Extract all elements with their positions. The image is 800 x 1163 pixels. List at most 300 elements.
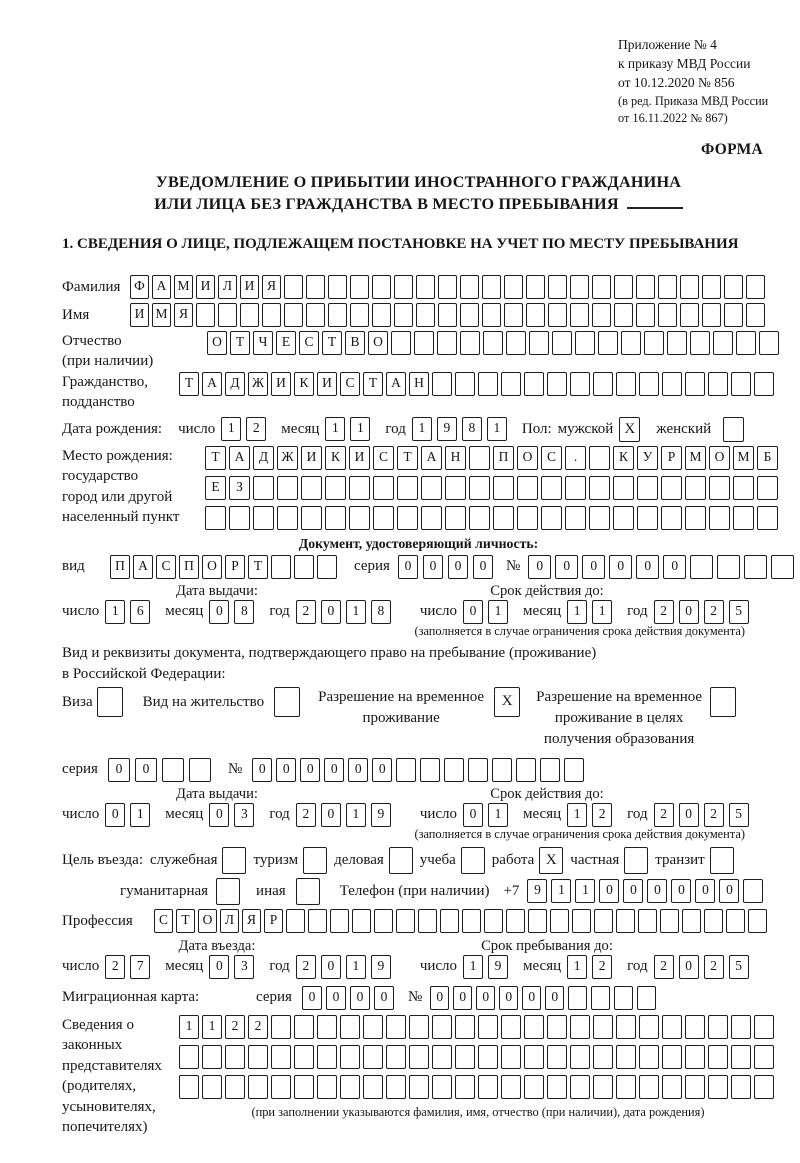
char-cell[interactable]: А xyxy=(202,372,222,396)
char-cell[interactable] xyxy=(277,506,298,530)
char-cell[interactable]: 2 xyxy=(592,955,612,979)
char-cell[interactable]: Д xyxy=(225,372,245,396)
char-cell[interactable] xyxy=(639,1075,659,1099)
char-cell[interactable]: 0 xyxy=(671,879,691,903)
char-cell[interactable] xyxy=(658,275,677,299)
char-cell[interactable] xyxy=(593,372,613,396)
char-cell[interactable] xyxy=(301,506,322,530)
char-cell[interactable]: 0 xyxy=(463,600,483,624)
char-cell[interactable]: 1 xyxy=(130,803,150,827)
char-cell[interactable] xyxy=(771,555,794,579)
char-cell[interactable]: 0 xyxy=(609,555,632,579)
char-cell[interactable]: О xyxy=(207,331,227,355)
char-cell[interactable] xyxy=(736,331,756,355)
char-cell[interactable]: Т xyxy=(230,331,250,355)
char-cell[interactable] xyxy=(386,1045,406,1069)
char-cell[interactable]: 1 xyxy=(325,417,345,441)
char-cell[interactable]: 1 xyxy=(346,600,366,624)
char-cell[interactable]: М xyxy=(152,303,171,327)
char-cell[interactable] xyxy=(589,506,610,530)
char-cell[interactable]: 2 xyxy=(248,1015,268,1039)
char-cell[interactable]: Т xyxy=(397,446,418,470)
char-cell[interactable]: 9 xyxy=(371,803,391,827)
char-cell[interactable] xyxy=(478,372,498,396)
char-cell[interactable] xyxy=(639,1015,659,1039)
char-cell[interactable]: 0 xyxy=(453,986,472,1010)
char-cell[interactable] xyxy=(340,1045,360,1069)
char-cell[interactable]: . xyxy=(565,446,586,470)
char-cell[interactable] xyxy=(196,303,215,327)
char-cell[interactable] xyxy=(593,1015,613,1039)
char-cell[interactable]: 1 xyxy=(350,417,370,441)
purpose-study-checkbox[interactable] xyxy=(461,847,485,874)
char-cell[interactable] xyxy=(704,909,723,933)
char-cell[interactable] xyxy=(743,879,763,903)
char-cell[interactable] xyxy=(277,476,298,500)
char-cell[interactable] xyxy=(469,446,490,470)
char-cell[interactable] xyxy=(724,275,743,299)
char-cell[interactable] xyxy=(614,303,633,327)
char-cell[interactable] xyxy=(593,1045,613,1069)
char-cell[interactable] xyxy=(409,1015,429,1039)
char-cell[interactable] xyxy=(598,331,618,355)
char-cell[interactable]: А xyxy=(152,275,171,299)
char-cell[interactable] xyxy=(229,506,250,530)
char-cell[interactable] xyxy=(396,909,415,933)
char-cell[interactable]: О xyxy=(709,446,730,470)
char-cell[interactable]: 0 xyxy=(209,600,229,624)
char-cell[interactable] xyxy=(731,1045,751,1069)
char-cell[interactable] xyxy=(731,1015,751,1039)
char-cell[interactable] xyxy=(396,758,416,782)
char-cell[interactable] xyxy=(550,909,569,933)
char-cell[interactable] xyxy=(636,275,655,299)
char-cell[interactable]: И xyxy=(317,372,337,396)
char-cell[interactable] xyxy=(746,303,765,327)
char-cell[interactable] xyxy=(501,372,521,396)
char-cell[interactable]: 2 xyxy=(654,803,674,827)
char-cell[interactable]: 2 xyxy=(654,955,674,979)
residence-permit-checkbox[interactable] xyxy=(274,687,300,717)
char-cell[interactable] xyxy=(636,303,655,327)
char-cell[interactable] xyxy=(637,986,656,1010)
char-cell[interactable] xyxy=(373,506,394,530)
char-cell[interactable] xyxy=(372,303,391,327)
char-cell[interactable] xyxy=(744,555,767,579)
char-cell[interactable]: 0 xyxy=(623,879,643,903)
char-cell[interactable] xyxy=(416,303,435,327)
char-cell[interactable]: 5 xyxy=(729,600,749,624)
char-cell[interactable] xyxy=(432,1075,452,1099)
char-cell[interactable] xyxy=(506,909,525,933)
char-cell[interactable] xyxy=(548,303,567,327)
char-cell[interactable] xyxy=(248,1045,268,1069)
char-cell[interactable]: 0 xyxy=(599,879,619,903)
char-cell[interactable] xyxy=(218,303,237,327)
char-cell[interactable] xyxy=(493,476,514,500)
char-cell[interactable] xyxy=(317,1045,337,1069)
char-cell[interactable] xyxy=(661,476,682,500)
char-cell[interactable] xyxy=(248,1075,268,1099)
char-cell[interactable] xyxy=(271,1015,291,1039)
char-cell[interactable] xyxy=(541,506,562,530)
char-cell[interactable]: М xyxy=(733,446,754,470)
char-cell[interactable]: 0 xyxy=(374,986,394,1010)
char-cell[interactable] xyxy=(685,1015,705,1039)
char-cell[interactable] xyxy=(680,303,699,327)
char-cell[interactable] xyxy=(565,476,586,500)
char-cell[interactable] xyxy=(680,275,699,299)
char-cell[interactable]: Д xyxy=(253,446,274,470)
char-cell[interactable]: 0 xyxy=(679,600,699,624)
char-cell[interactable]: И xyxy=(196,275,215,299)
char-cell[interactable] xyxy=(516,758,536,782)
char-cell[interactable] xyxy=(565,506,586,530)
char-cell[interactable] xyxy=(202,1075,222,1099)
char-cell[interactable] xyxy=(271,555,291,579)
char-cell[interactable] xyxy=(482,303,501,327)
char-cell[interactable] xyxy=(284,275,303,299)
char-cell[interactable] xyxy=(418,909,437,933)
char-cell[interactable]: С xyxy=(373,446,394,470)
char-cell[interactable]: 0 xyxy=(209,803,229,827)
char-cell[interactable]: Т xyxy=(363,372,383,396)
char-cell[interactable]: 0 xyxy=(522,986,541,1010)
char-cell[interactable] xyxy=(350,275,369,299)
char-cell[interactable]: 2 xyxy=(296,600,316,624)
char-cell[interactable] xyxy=(421,476,442,500)
char-cell[interactable] xyxy=(349,476,370,500)
char-cell[interactable] xyxy=(325,506,346,530)
char-cell[interactable] xyxy=(726,909,745,933)
char-cell[interactable] xyxy=(483,331,503,355)
char-cell[interactable] xyxy=(294,1015,314,1039)
char-cell[interactable]: 1 xyxy=(487,417,507,441)
char-cell[interactable] xyxy=(731,372,751,396)
char-cell[interactable]: Н xyxy=(409,372,429,396)
char-cell[interactable] xyxy=(373,476,394,500)
char-cell[interactable] xyxy=(589,476,610,500)
char-cell[interactable] xyxy=(690,555,713,579)
char-cell[interactable]: С xyxy=(299,331,319,355)
char-cell[interactable]: А xyxy=(386,372,406,396)
char-cell[interactable] xyxy=(690,331,710,355)
char-cell[interactable]: Р xyxy=(661,446,682,470)
char-cell[interactable]: 2 xyxy=(592,803,612,827)
char-cell[interactable] xyxy=(438,275,457,299)
char-cell[interactable]: 1 xyxy=(567,600,587,624)
char-cell[interactable] xyxy=(501,1045,521,1069)
char-cell[interactable]: О xyxy=(368,331,388,355)
char-cell[interactable] xyxy=(271,1075,291,1099)
char-cell[interactable] xyxy=(179,1045,199,1069)
char-cell[interactable] xyxy=(708,1045,728,1069)
char-cell[interactable] xyxy=(594,909,613,933)
char-cell[interactable] xyxy=(685,506,706,530)
char-cell[interactable] xyxy=(478,1015,498,1039)
char-cell[interactable]: 9 xyxy=(437,417,457,441)
char-cell[interactable]: А xyxy=(229,446,250,470)
char-cell[interactable] xyxy=(286,909,305,933)
char-cell[interactable] xyxy=(667,331,687,355)
char-cell[interactable] xyxy=(616,1015,636,1039)
char-cell[interactable] xyxy=(397,506,418,530)
char-cell[interactable]: К xyxy=(325,446,346,470)
char-cell[interactable]: 8 xyxy=(371,600,391,624)
char-cell[interactable] xyxy=(524,1015,544,1039)
char-cell[interactable] xyxy=(717,555,740,579)
char-cell[interactable]: 9 xyxy=(371,955,391,979)
char-cell[interactable] xyxy=(391,331,411,355)
char-cell[interactable]: Я xyxy=(262,275,281,299)
char-cell[interactable]: 0 xyxy=(321,600,341,624)
char-cell[interactable]: П xyxy=(493,446,514,470)
char-cell[interactable]: 3 xyxy=(234,803,254,827)
sex-male-checkbox[interactable]: X xyxy=(619,417,640,442)
char-cell[interactable]: 9 xyxy=(527,879,547,903)
char-cell[interactable] xyxy=(328,303,347,327)
char-cell[interactable] xyxy=(662,1075,682,1099)
char-cell[interactable] xyxy=(306,275,325,299)
char-cell[interactable]: Т xyxy=(248,555,268,579)
char-cell[interactable] xyxy=(478,1045,498,1069)
char-cell[interactable] xyxy=(416,275,435,299)
char-cell[interactable] xyxy=(685,1075,705,1099)
char-cell[interactable] xyxy=(306,303,325,327)
char-cell[interactable]: 2 xyxy=(246,417,266,441)
char-cell[interactable] xyxy=(621,331,641,355)
char-cell[interactable] xyxy=(460,275,479,299)
char-cell[interactable] xyxy=(350,303,369,327)
char-cell[interactable]: Е xyxy=(276,331,296,355)
char-cell[interactable]: 0 xyxy=(430,986,449,1010)
char-cell[interactable] xyxy=(658,303,677,327)
char-cell[interactable] xyxy=(504,275,523,299)
char-cell[interactable] xyxy=(639,1045,659,1069)
char-cell[interactable] xyxy=(713,331,733,355)
char-cell[interactable]: 3 xyxy=(234,955,254,979)
char-cell[interactable]: Н xyxy=(445,446,466,470)
char-cell[interactable]: 0 xyxy=(663,555,686,579)
purpose-transit-checkbox[interactable] xyxy=(710,847,734,874)
char-cell[interactable]: З xyxy=(229,476,250,500)
char-cell[interactable]: 0 xyxy=(108,758,130,782)
char-cell[interactable]: 0 xyxy=(398,555,418,579)
purpose-other-checkbox[interactable] xyxy=(296,878,320,905)
char-cell[interactable] xyxy=(432,372,452,396)
char-cell[interactable] xyxy=(702,303,721,327)
char-cell[interactable] xyxy=(724,303,743,327)
char-cell[interactable] xyxy=(469,506,490,530)
char-cell[interactable]: 2 xyxy=(225,1015,245,1039)
char-cell[interactable] xyxy=(570,275,589,299)
char-cell[interactable] xyxy=(328,275,347,299)
char-cell[interactable] xyxy=(386,1075,406,1099)
char-cell[interactable]: П xyxy=(179,555,199,579)
char-cell[interactable] xyxy=(570,303,589,327)
char-cell[interactable] xyxy=(349,506,370,530)
char-cell[interactable] xyxy=(709,506,730,530)
char-cell[interactable]: И xyxy=(301,446,322,470)
char-cell[interactable]: 7 xyxy=(130,955,150,979)
char-cell[interactable] xyxy=(421,506,442,530)
char-cell[interactable] xyxy=(271,1045,291,1069)
char-cell[interactable] xyxy=(637,476,658,500)
char-cell[interactable] xyxy=(589,446,610,470)
char-cell[interactable] xyxy=(547,1015,567,1039)
char-cell[interactable]: 0 xyxy=(276,758,296,782)
char-cell[interactable] xyxy=(529,331,549,355)
char-cell[interactable]: 0 xyxy=(300,758,320,782)
char-cell[interactable]: 0 xyxy=(350,986,370,1010)
char-cell[interactable]: А xyxy=(421,446,442,470)
char-cell[interactable]: 6 xyxy=(130,600,150,624)
char-cell[interactable] xyxy=(301,476,322,500)
char-cell[interactable]: С xyxy=(154,909,173,933)
char-cell[interactable]: 0 xyxy=(135,758,157,782)
char-cell[interactable]: И xyxy=(349,446,370,470)
char-cell[interactable] xyxy=(506,331,526,355)
char-cell[interactable]: 0 xyxy=(582,555,605,579)
char-cell[interactable] xyxy=(616,1045,636,1069)
char-cell[interactable]: 1 xyxy=(488,803,508,827)
char-cell[interactable] xyxy=(504,303,523,327)
char-cell[interactable]: 0 xyxy=(209,955,229,979)
char-cell[interactable]: В xyxy=(345,331,365,355)
char-cell[interactable] xyxy=(409,1075,429,1099)
char-cell[interactable] xyxy=(445,476,466,500)
char-cell[interactable]: 0 xyxy=(448,555,468,579)
char-cell[interactable] xyxy=(493,506,514,530)
char-cell[interactable] xyxy=(759,331,779,355)
char-cell[interactable]: 0 xyxy=(321,955,341,979)
char-cell[interactable] xyxy=(414,331,434,355)
char-cell[interactable]: 0 xyxy=(679,803,699,827)
char-cell[interactable] xyxy=(394,303,413,327)
char-cell[interactable] xyxy=(639,372,659,396)
char-cell[interactable] xyxy=(517,506,538,530)
char-cell[interactable]: Ч xyxy=(253,331,273,355)
char-cell[interactable] xyxy=(570,372,590,396)
char-cell[interactable]: 0 xyxy=(695,879,715,903)
char-cell[interactable] xyxy=(468,758,488,782)
char-cell[interactable] xyxy=(374,909,393,933)
char-cell[interactable]: 1 xyxy=(346,955,366,979)
char-cell[interactable]: Т xyxy=(322,331,342,355)
char-cell[interactable]: 0 xyxy=(372,758,392,782)
char-cell[interactable] xyxy=(570,1075,590,1099)
char-cell[interactable] xyxy=(685,476,706,500)
char-cell[interactable] xyxy=(524,1045,544,1069)
char-cell[interactable] xyxy=(733,476,754,500)
char-cell[interactable] xyxy=(568,986,587,1010)
char-cell[interactable] xyxy=(317,1015,337,1039)
char-cell[interactable] xyxy=(613,506,634,530)
char-cell[interactable]: И xyxy=(240,275,259,299)
char-cell[interactable] xyxy=(616,1075,636,1099)
char-cell[interactable]: С xyxy=(156,555,176,579)
char-cell[interactable]: К xyxy=(613,446,634,470)
char-cell[interactable] xyxy=(460,331,480,355)
char-cell[interactable] xyxy=(591,986,610,1010)
char-cell[interactable]: Я xyxy=(174,303,193,327)
purpose-official-checkbox[interactable] xyxy=(222,847,246,874)
char-cell[interactable]: 1 xyxy=(488,600,508,624)
char-cell[interactable] xyxy=(552,331,572,355)
char-cell[interactable]: 0 xyxy=(528,555,551,579)
char-cell[interactable] xyxy=(748,909,767,933)
char-cell[interactable] xyxy=(547,372,567,396)
char-cell[interactable] xyxy=(352,909,371,933)
char-cell[interactable] xyxy=(731,1075,751,1099)
char-cell[interactable]: Р xyxy=(225,555,245,579)
char-cell[interactable]: 2 xyxy=(704,600,724,624)
char-cell[interactable]: 0 xyxy=(324,758,344,782)
char-cell[interactable] xyxy=(179,1075,199,1099)
char-cell[interactable]: 1 xyxy=(567,955,587,979)
char-cell[interactable]: 1 xyxy=(221,417,241,441)
char-cell[interactable] xyxy=(702,275,721,299)
char-cell[interactable] xyxy=(614,275,633,299)
char-cell[interactable] xyxy=(564,758,584,782)
char-cell[interactable] xyxy=(570,1045,590,1069)
char-cell[interactable] xyxy=(363,1075,383,1099)
char-cell[interactable]: 2 xyxy=(654,600,674,624)
char-cell[interactable] xyxy=(685,372,705,396)
char-cell[interactable] xyxy=(294,555,314,579)
char-cell[interactable]: 0 xyxy=(636,555,659,579)
char-cell[interactable] xyxy=(432,1045,452,1069)
char-cell[interactable]: Т xyxy=(205,446,226,470)
char-cell[interactable] xyxy=(492,758,512,782)
char-cell[interactable]: 9 xyxy=(488,955,508,979)
char-cell[interactable]: 0 xyxy=(476,986,495,1010)
char-cell[interactable] xyxy=(526,303,545,327)
char-cell[interactable]: И xyxy=(130,303,149,327)
char-cell[interactable]: Я xyxy=(242,909,261,933)
char-cell[interactable] xyxy=(294,1075,314,1099)
char-cell[interactable]: М xyxy=(174,275,193,299)
char-cell[interactable]: 0 xyxy=(499,986,518,1010)
char-cell[interactable] xyxy=(162,758,184,782)
char-cell[interactable] xyxy=(637,506,658,530)
char-cell[interactable] xyxy=(575,331,595,355)
char-cell[interactable]: 1 xyxy=(179,1015,199,1039)
char-cell[interactable] xyxy=(592,275,611,299)
char-cell[interactable]: 2 xyxy=(296,803,316,827)
purpose-work-checkbox[interactable]: X xyxy=(539,847,563,874)
char-cell[interactable]: А xyxy=(133,555,153,579)
char-cell[interactable] xyxy=(547,1075,567,1099)
char-cell[interactable] xyxy=(708,1075,728,1099)
char-cell[interactable] xyxy=(616,372,636,396)
char-cell[interactable]: 0 xyxy=(555,555,578,579)
char-cell[interactable] xyxy=(501,1075,521,1099)
char-cell[interactable] xyxy=(325,476,346,500)
char-cell[interactable]: 1 xyxy=(346,803,366,827)
char-cell[interactable] xyxy=(340,1015,360,1039)
char-cell[interactable]: 0 xyxy=(321,803,341,827)
char-cell[interactable] xyxy=(363,1045,383,1069)
char-cell[interactable]: Л xyxy=(220,909,239,933)
char-cell[interactable] xyxy=(528,909,547,933)
char-cell[interactable]: П xyxy=(110,555,130,579)
char-cell[interactable] xyxy=(317,1075,337,1099)
char-cell[interactable] xyxy=(754,1045,774,1069)
char-cell[interactable] xyxy=(469,476,490,500)
temp-residence-edu-checkbox[interactable] xyxy=(710,687,736,717)
char-cell[interactable] xyxy=(444,758,464,782)
